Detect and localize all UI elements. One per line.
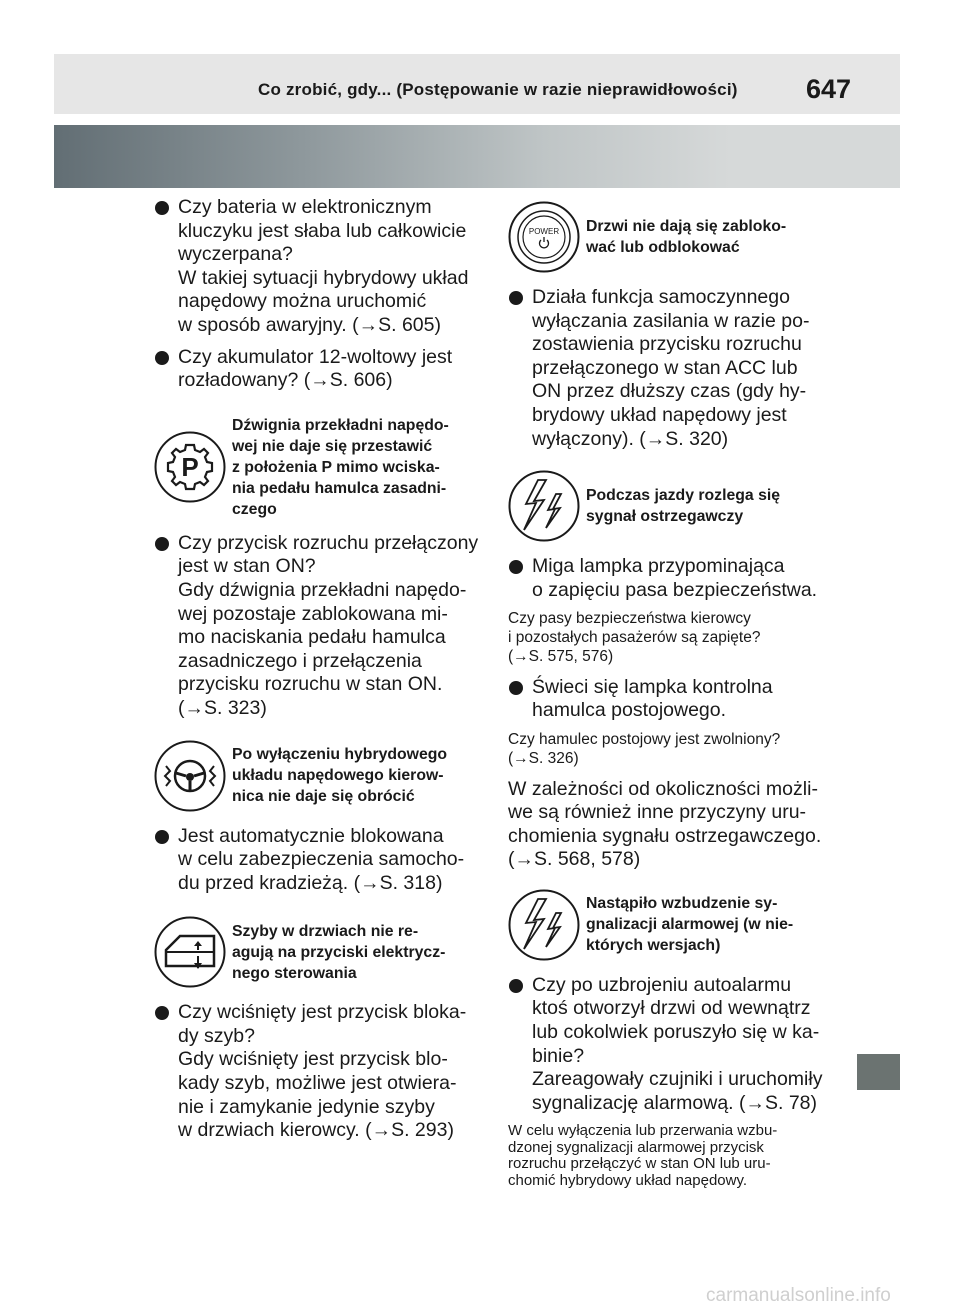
section-gradient-band (54, 125, 900, 188)
bullet-dot (155, 537, 169, 551)
bullet-dot (155, 201, 169, 215)
bullet-item: Czy akumulator 12-woltowy jest rozładowany? (→S. 606) (154, 346, 484, 393)
power-button-icon (508, 201, 580, 273)
bullet-item: Czy po uzbrojeniu autoalarmu ktoś otworzył drzwi od wewnątrz lub cokolwiek poruszyło się w ka- binie? Zareagowały czujniki i uruchomiły sygnalizację alarmową. (→S. 78) (508, 974, 838, 1116)
warning-block-window (154, 915, 484, 989)
chapter-side-tab (857, 1054, 900, 1090)
right-column (508, 196, 838, 1198)
warning-title: Nastąpiło wzbudzenie sy- gnalizacji alarmowej (w nie- których wersjach) (586, 895, 794, 955)
warning-title: Podczas jazdy rozlega się sygnał ostrzegawczy (586, 487, 781, 526)
alarm-sound-icon (508, 470, 580, 542)
bullet-item: Czy wciśnięty jest przycisk bloka- dy szyb? Gdy wciśnięty jest przycisk blo- kady szyb, możliwe jest otwiera- nie i zamykanie jedynie szyby w drzwiach kierowcy. (→S. 293) (154, 1001, 484, 1143)
svg-text:P: P (181, 452, 199, 483)
warning-block-steering (154, 739, 484, 813)
warning-title: Po wyłączeniu hybrydowego układu napędowego kierow- nica nie daje się obrócić (232, 746, 448, 805)
paragraph: W zależności od okoliczności możli- we są również inne przyczyny uru- chomienia sygnału ostrzegawczego. (→S. 568, 578) (508, 777, 822, 871)
bullet-dot (509, 291, 523, 305)
left-column (154, 196, 484, 1151)
warning-block-alarm (508, 888, 838, 962)
warning-block-doors (508, 200, 838, 274)
bullet-item: Działa funkcja samoczynnego wyłączania zasilania w razie po- zostawienia przycisku rozruchu przełączonego w stan ACC lub ON przez dłuższy czas (gdy hy- brydowy układ napędowy jest wyłączony). (→S. 320) (508, 286, 838, 451)
gear-p-icon (154, 431, 226, 503)
watermark: carmanualsonline.info (706, 1285, 891, 1306)
warning-block-sound (508, 469, 838, 543)
alarm-sound-icon (508, 889, 580, 961)
bullet-item: Czy przycisk rozruchu przełączony jest w stan ON? Gdy dźwignia przekładni napędo- wej pozostaje zablokowana mi- mo naciskania pedału hamulca zasadniczego i przełączenia przycisku rozruchu w stan ON. (→S. 323) (154, 532, 484, 721)
note-text: W celu wyłączenia lub przerwania wzbu- dzonej sygnalizacji alarmowej przycisk rozruchu przełączyć w stan ON lub uru- chomić hybrydowy układ napędowy. (508, 1122, 778, 1189)
warning-block-shift-lever (154, 415, 484, 520)
bullet-item: Czy bateria w elektronicznym kluczyku jest słaba lub całkowicie wyczerpana? W takiej sytuacji hybrydowy układ napędowy można uruchomić w sposób awaryjny. (→S. 605) (154, 196, 484, 338)
bullet-dot (509, 560, 523, 574)
page-header-title: Co zrobić, gdy... (Postępowanie w razie nieprawidłowości) (258, 80, 738, 99)
bullet-dot (155, 830, 169, 844)
warning-title: Dźwignia przekładni napędo- wej nie daje się przestawić z położenia P mimo wciska- nia pedału hamulca zasadni- czego (232, 416, 449, 518)
steering-wheel-icon (154, 740, 226, 812)
window-icon (154, 916, 226, 988)
bullet-item: Świeci się lampka kontrolna hamulca postojowego. (508, 676, 838, 723)
page-number: 647 (806, 74, 852, 104)
bullet-item: Jest automatycznie blokowana w celu zabezpieczenia samocho- du przed kradzieżą. (→S. 318) (154, 825, 484, 896)
bullet-dot (509, 681, 523, 695)
svg-text:POWER: POWER (528, 227, 560, 236)
bullet-dot (155, 1006, 169, 1020)
bullet-item: Miga lampka przypominająca o zapięciu pasa bezpieczeństwa. (508, 555, 838, 602)
bullet-dot (509, 979, 523, 993)
warning-title: Drzwi nie dają się zabloko- wać lub odblokować (586, 218, 787, 256)
note-text: Czy pasy bezpieczeństwa kierowcy i pozostałych pasażerów są zapięte? (→S. 575, 576) (508, 610, 761, 665)
warning-title: Szyby w drzwiach nie re- agują na przyciski elektrycz- nego sterowania (232, 922, 446, 982)
bullet-dot (155, 351, 169, 365)
note-text: Czy hamulec postojowy jest zwolniony? (→S. 326) (508, 730, 781, 767)
